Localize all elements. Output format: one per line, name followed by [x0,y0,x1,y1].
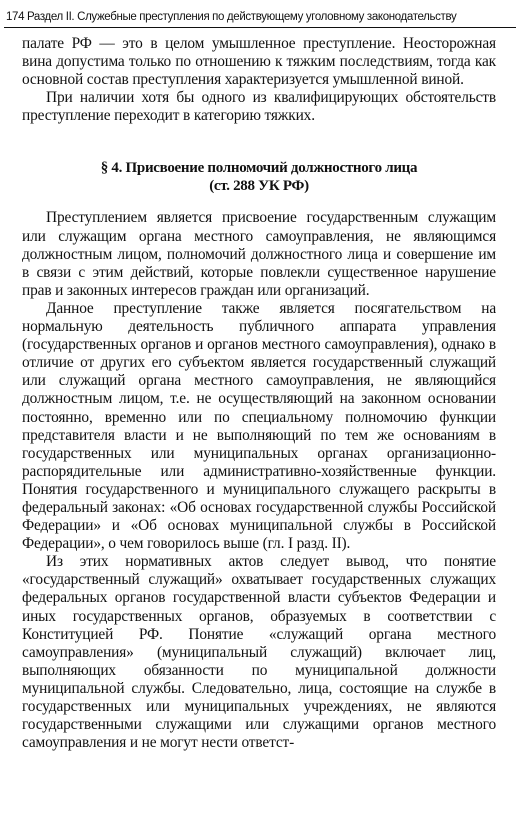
header-rule [4,27,516,28]
paragraph: Данное преступление также является посягательством на нормальную деятельность публичного аппарата управления (государственных органов и органов местного самоуправления), однако в отличие от других его субъектом является государственный служащий или служащий органа местного самоуправления, не являющийся должностным лицом, т.е. не осуществляющий на законном основании постоянно, временно или по специальному полномочию функции представителя власти и не выполняющий по тем же основаниям в государственных или муниципальных органах организационно-распорядительные или административно-хозяйственные функции. Понятия государственного и муниципального служащего раскрыты в федеральный законах: «Об основах государственной службы Российской Федерации» и «Об основах муниципальной службы в Российской Федерации», о чем говорилось выше (гл. I разд. II). [22,299,496,553]
paragraph-continued: палате РФ — это в целом умышленное преступление. Неосторожная вина допустима только по отношению к тяжким последствиям, тогда как основной состав преступления характеризуется умышленной виной. [22,35,496,89]
section-article-ref: (ст. 288 УК РФ) [209,178,309,195]
section-heading [22,159,496,195]
paragraph: При наличии хотя бы одного из квалифицирующих обстоятельств преступление переходит в категорию тяжких. [22,89,496,125]
section-title: § 4. Присвоение полномочий должностного лица [100,160,418,177]
paragraph: Преступлением является присвоение государственным служащим или служащим органа местного самоуправления, не являющимся должностным лицом, полномочий должностного лица и совершение им в связи с этим действий, которые повлекли существенное нарушение прав и законных интересов граждан или организаций. [22,209,496,299]
running-head: 174 Раздел II. Служебные преступления по действующему уголовному законодательству [6,11,457,23]
paragraph: Из этих нормативных актов следует вывод, что понятие «государственный служащий» охватывает государственных служащих федеральных органов государственной власти субъектов Федерации и иных государственных органов, образуемых в соответствии с Конституцией РФ. Понятие «служащий органа местного самоуправления» (муниципальный служащий) включает лиц, выполняющих обязанности по муниципальной должности муниципальной службы. Следовательно, лица, состоящие на службе в государственных или муниципальных учреждениях, не являются государственными служащими или служащими органов местного самоуправления и не могут нести ответст- [22,553,496,752]
